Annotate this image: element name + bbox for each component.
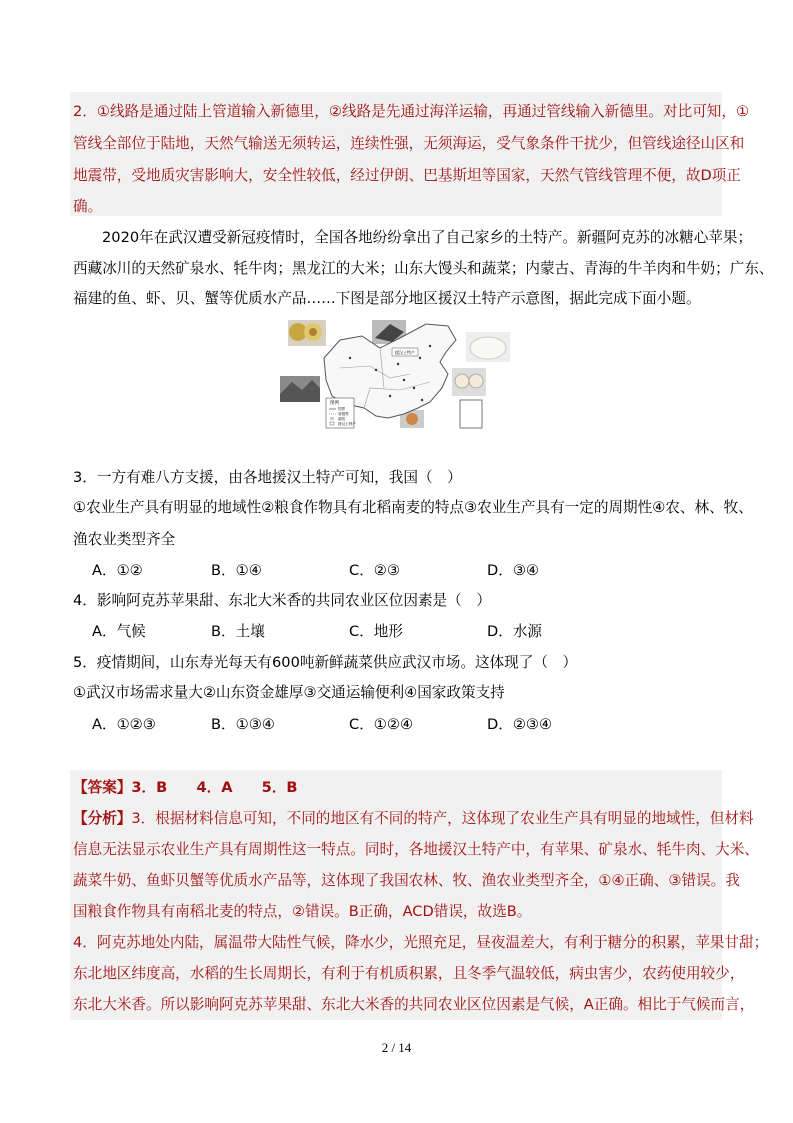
analysis-line-6: 东北地区纬度高，水稻的生长周期长，有利于有机质积累，且冬季气温较低，病虫害少，农药使用较少，	[73, 965, 745, 982]
q3-line-3: 渔农业类型齐全	[73, 531, 176, 548]
legend-item-1: 国界	[338, 407, 346, 411]
q3-line-2: ①农业生产具有明显的地域性②粮食作物具有北稻南麦的特点③农业生产具有一定的周期性④农、林、牧、	[73, 499, 753, 516]
analysis-line-5: 4．阿克苏地处内陆，属温带大陆性气候，降水少，光照充足，昼夜温差大，有利于糖分的积累，苹果甘甜；	[73, 934, 769, 951]
q4-option-c[interactable]: C．地形	[349, 623, 403, 640]
apple-photo	[288, 320, 326, 346]
q4-option-a[interactable]: A．气候	[92, 623, 146, 640]
china-map-figure	[280, 318, 515, 430]
answer-line	[73, 778, 298, 798]
q5-option-c[interactable]: C．①②④	[349, 716, 414, 733]
south-china-sea-inset	[460, 400, 482, 428]
legend-item-2: 省级界	[338, 412, 349, 416]
q5-option-a[interactable]: A．①②③	[92, 716, 156, 733]
answer2-line-4: 确。	[73, 198, 103, 215]
q3-option-a[interactable]: A．①②	[92, 562, 143, 579]
passage-line-1: 2020年在武汉遭受新冠疫情时，全国各地纷纷拿出了自己家乡的土特产。新疆阿克苏的冰糖心苹果；	[102, 229, 753, 246]
q3-stem: 3．一方有难八方支援，由各地援汉土特产可知，我国（ ）	[73, 469, 462, 486]
q5-option-d[interactable]: D．②③④	[487, 716, 553, 733]
analysis-text-1: 3．根据材料信息可知，不同的地区有不同的特产，这体现了农业生产具有明显的地域性，但材料	[131, 810, 754, 827]
map-box-label: 援汉土特产	[395, 350, 415, 355]
analysis-line-4: 国粮食作物具有南稻北麦的特点，②错误。B正确，ACD错误，故选B。	[73, 903, 532, 920]
passage-line-3: 福建的鱼、虾、贝、蟹等优质水产品……下图是部分地区援汉土特产示意图，据此完成下面小题。	[73, 290, 701, 307]
answer-label: 【答案】	[73, 779, 132, 796]
legend-item-3: 湖泊	[338, 417, 346, 421]
q3-option-d[interactable]: D．③④	[487, 562, 539, 579]
legend-item-4: 援汉土特产	[338, 422, 356, 426]
passage-line-2: 西藏冰川的天然矿泉水、牦牛肉；黑龙江的大米；山东大馒头和蔬菜；内蒙古、青海的牛羊肉和牛奶；广东、	[73, 260, 774, 277]
analysis-line-1	[73, 809, 754, 829]
q4-option-b[interactable]: B．土壤	[211, 623, 265, 640]
answer-text: 3．B 4．A 5．B	[131, 779, 298, 796]
legend-title: 图例	[330, 401, 339, 406]
mantou-photo	[452, 368, 486, 396]
page-number: 2 / 14	[381, 1040, 412, 1055]
rice-photo	[466, 332, 510, 362]
q5-stem: 5．疫情期间，山东寿光每天有600吨新鲜蔬菜供应武汉市场。这体现了（ ）	[73, 654, 578, 671]
q4-stem: 4．影响阿克苏苹果甜、东北大米香的共同农业区位因素是（ ）	[73, 592, 491, 609]
analysis-line-7: 东北大米香。所以影响阿克苏苹果甜、东北大米香的共同农业区位因素是气候，A正确。相比于气候而言，	[73, 996, 755, 1013]
q5-line-2: ①武汉市场需求量大②山东资金雄厚③交通运输便利④国家政策支持	[73, 684, 505, 701]
china-map-svg	[280, 318, 515, 430]
analysis-line-2: 信息无法显示农业生产具有周期性这一特点。同时，各地援汉土特产中，有苹果、矿泉水、牦牛肉、大米、	[73, 841, 759, 858]
q4-option-d[interactable]: D．水源	[487, 623, 543, 640]
q5-option-b[interactable]: B．①③④	[211, 716, 275, 733]
q3-option-b[interactable]: B．①④	[211, 562, 262, 579]
map-legend	[326, 398, 356, 428]
answer2-line-2: 管线全部位于陆地，天然气输送无须转运，连续性强，无须海运，受气象条件干扰少，但管线途径山区和	[73, 135, 745, 152]
answer2-line-3: 地震带，受地质灾害影响大，安全性较低，经过伊朗、巴基斯坦等国家，天然气管线管理不便，故D项正	[73, 167, 741, 184]
analysis-line-3: 蔬菜牛奶、鱼虾贝蟹等优质水产品等，这体现了我国农林、牧、渔农业类型齐全，①④正确、③错误。我	[73, 872, 740, 889]
answer2-line-1: 2．①线路是通过陆上管道输入新德里，②线路是先通过海洋运输，再通过管线输入新德里。对比可知，①	[73, 103, 750, 120]
mountain-photo	[280, 376, 320, 402]
q3-option-c[interactable]: C．②③	[349, 562, 400, 579]
analysis-label: 【分析】	[73, 810, 132, 827]
